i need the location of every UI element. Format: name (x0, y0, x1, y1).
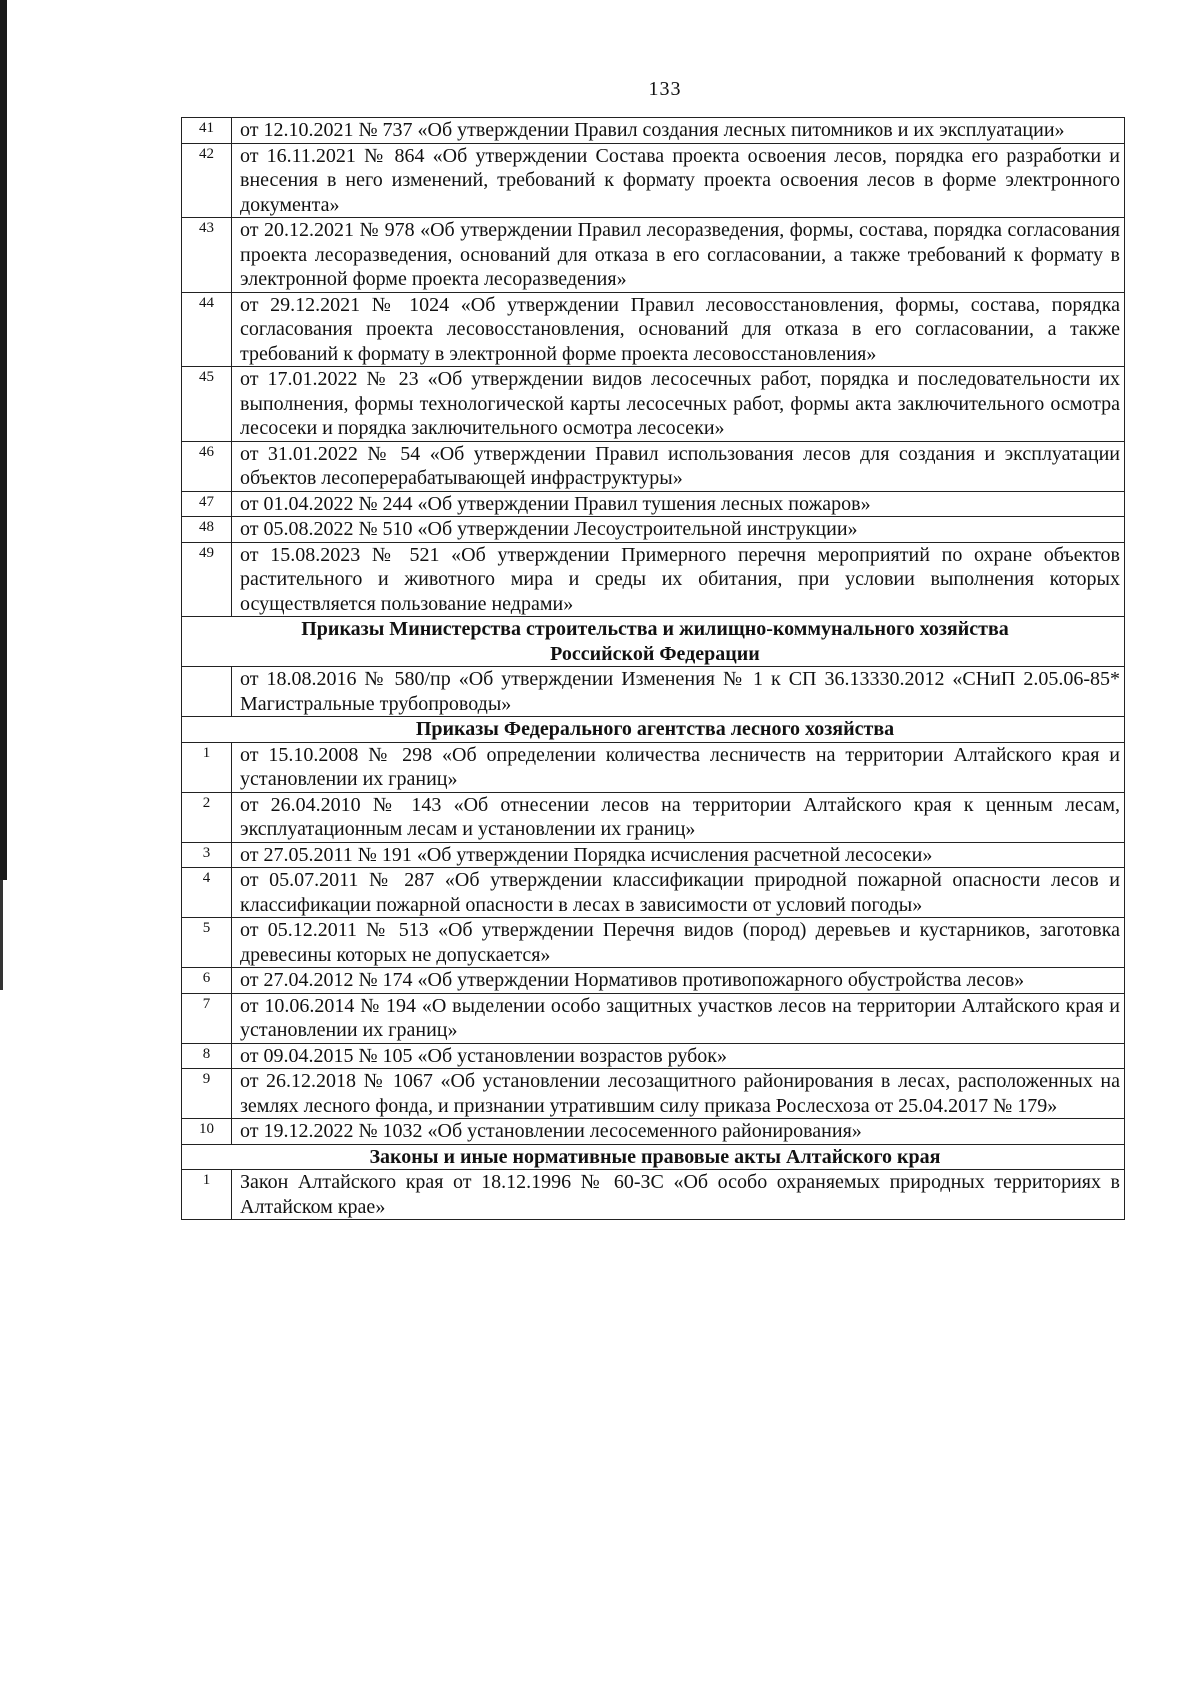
table-row (182, 542, 1125, 617)
row-text: от 31.01.2022 № 54 «Об утверждении Правил использования лесов для создания и эксплуатации объектов лесоперерабатывающей инфраструктуры» (232, 441, 1125, 491)
row-text: от 12.10.2021 № 737 «Об утверждении Правил создания лесных питомников и их эксплуатации» (232, 118, 1125, 144)
row-number: 9 (182, 1069, 232, 1119)
row-text: от 05.07.2011 № 287 «Об утверждении классификации природной пожарной опасности лесов и классификации пожарной опасности в лесах в зависимости от условий погоды» (232, 868, 1125, 918)
table-row (182, 491, 1125, 517)
row-text: от 05.08.2022 № 510 «Об утверждении Лесоустроительной инструкции» (232, 517, 1125, 543)
row-text: от 18.08.2016 № 580/пр «Об утверждении Изменения № 1 к СП 36.13330.2012 «СНиП 2.05.06-85* Магистральные трубопроводы» (232, 667, 1125, 717)
table-row (182, 292, 1125, 367)
table-row (182, 218, 1125, 293)
section-title-forest-agency: Приказы Федерального агентства лесного хозяйства (182, 717, 1125, 743)
table-row (182, 143, 1125, 218)
table-row (182, 1069, 1125, 1119)
table-row (182, 667, 1125, 717)
table-row (182, 742, 1125, 792)
row-number: 1 (182, 1170, 232, 1220)
table-row (182, 792, 1125, 842)
row-number: 47 (182, 491, 232, 517)
row-number: 2 (182, 792, 232, 842)
row-number: 6 (182, 968, 232, 994)
section-header-row (182, 1144, 1125, 1170)
row-number: 42 (182, 143, 232, 218)
table-row (182, 1043, 1125, 1069)
row-number: 41 (182, 118, 232, 144)
table-row (182, 118, 1125, 144)
row-number (182, 667, 232, 717)
regulations-table (181, 117, 1125, 1220)
row-number: 46 (182, 441, 232, 491)
table-row (182, 1119, 1125, 1145)
row-number: 3 (182, 842, 232, 868)
scan-edge-lower (0, 880, 3, 990)
row-text: от 20.12.2021 № 978 «Об утверждении Правил лесоразведения, формы, состава, порядка согласования проекта лесоразведения, оснований для отказа в его согласовании, а также требований к формату в электронной форме проекта лесоразведения» (232, 218, 1125, 293)
section-title-line: Российской Федерации (550, 642, 760, 665)
section-header-row (182, 717, 1125, 743)
row-text: от 19.12.2022 № 1032 «Об установлении лесосеменного районирования» (232, 1119, 1125, 1145)
row-text: от 29.12.2021 № 1024 «Об утверждении Правил лесовосстановления, формы, состава, порядка согласования проекта лесовосстановления, оснований для отказа в его согласовании, а также требований к формату в электронной форме проекта лесовосстановления» (232, 292, 1125, 367)
row-text: от 27.04.2012 № 174 «Об утверждении Нормативов противопожарного обустройства лесов» (232, 968, 1125, 994)
row-number: 4 (182, 868, 232, 918)
section-title-line: Приказы Министерства строительства и жилищно-коммунального хозяйства (301, 618, 1009, 640)
row-text: от 26.04.2010 № 143 «Об отнесении лесов на территории Алтайского края к ценным лесам, эксплуатационным лесам и установлении их границ» (232, 792, 1125, 842)
row-number: 7 (182, 993, 232, 1043)
page-number: 133 (648, 78, 682, 100)
row-text: Закон Алтайского края от 18.12.1996 № 60-ЗС «Об особо охраняемых природных территориях в Алтайском крае» (232, 1170, 1125, 1220)
row-number: 10 (182, 1119, 232, 1145)
section-title-construction (182, 617, 1125, 667)
row-text: от 15.08.2023 № 521 «Об утверждении Примерного перечня мероприятий по охране объектов растительного и животного мира и среды их обитания, при условии выполнения которых осуществляется пользование недрами» (232, 542, 1125, 617)
row-text: от 01.04.2022 № 244 «Об утверждении Правил тушения лесных пожаров» (232, 491, 1125, 517)
table-row (182, 842, 1125, 868)
row-text: от 17.01.2022 № 23 «Об утверждении видов лесосечных работ, порядка и последовательности их выполнения, формы технологической карты лесосечных работ, формы акта заключительного осмотра лесосеки и порядка заключительного осмотра лесосеки» (232, 367, 1125, 442)
row-number: 8 (182, 1043, 232, 1069)
row-text: от 10.06.2014 № 194 «О выделении особо защитных участков лесов на территории Алтайского края и установлении их границ» (232, 993, 1125, 1043)
table-row (182, 868, 1125, 918)
section-header-row (182, 617, 1125, 667)
table-row (182, 993, 1125, 1043)
row-text: от 16.11.2021 № 864 «Об утверждении Состава проекта освоения лесов, порядка его разработки и внесения в него изменений, требований к формату проекта освоения лесов в форме электронного документа» (232, 143, 1125, 218)
row-number: 49 (182, 542, 232, 617)
row-text: от 05.12.2011 № 513 «Об утверждении Перечня видов (пород) деревьев и кустарников, заготовка древесины которых не допускается» (232, 918, 1125, 968)
row-number: 45 (182, 367, 232, 442)
row-number: 5 (182, 918, 232, 968)
table-row (182, 968, 1125, 994)
row-text: от 26.12.2018 № 1067 «Об установлении лесозащитного районирования в лесах, расположенных на землях лесного фонда, и признании утратившим силу приказа Рослесхоза от 25.04.2017 № 179» (232, 1069, 1125, 1119)
row-text: от 27.05.2011 № 191 «Об утверждении Порядка исчисления расчетной лесосеки» (232, 842, 1125, 868)
row-text: от 15.10.2008 № 298 «Об определении количества лесничеств на территории Алтайского края и установлении их границ» (232, 742, 1125, 792)
row-number: 48 (182, 517, 232, 543)
row-number: 44 (182, 292, 232, 367)
row-number: 43 (182, 218, 232, 293)
row-text: от 09.04.2015 № 105 «Об установлении возрастов рубок» (232, 1043, 1125, 1069)
table-row (182, 367, 1125, 442)
table-row (182, 918, 1125, 968)
row-number: 1 (182, 742, 232, 792)
table-row (182, 1170, 1125, 1220)
table-row (182, 517, 1125, 543)
table-row (182, 441, 1125, 491)
section-title-altai-laws: Законы и иные нормативные правовые акты Алтайского края (182, 1144, 1125, 1170)
scan-edge (0, 0, 7, 880)
